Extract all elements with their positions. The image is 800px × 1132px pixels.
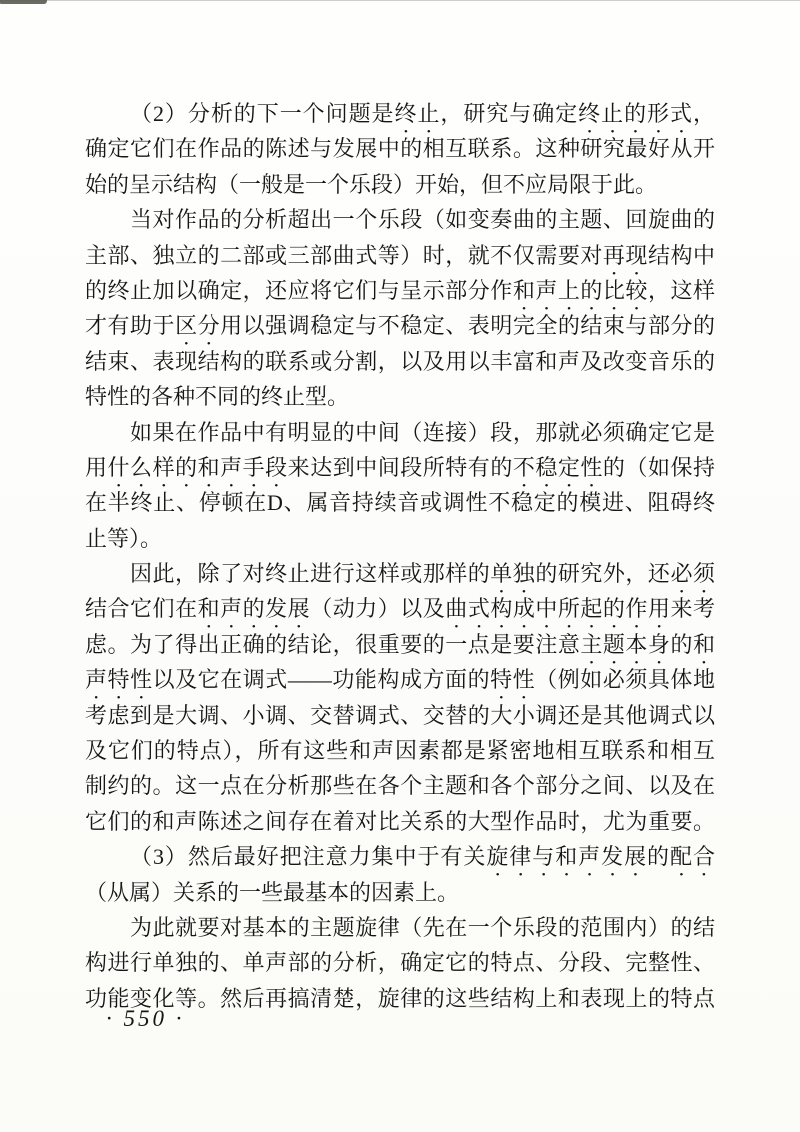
text-line bbox=[85, 839, 715, 874]
text-segment: 虑。为了得出正确的结论，很重要的一点是要注意 bbox=[85, 631, 581, 657]
text-line bbox=[85, 273, 715, 308]
text-segment: 才有助于 bbox=[85, 313, 176, 339]
emphasized-text: 必须 bbox=[670, 561, 715, 587]
text-line bbox=[85, 556, 715, 591]
text-line bbox=[85, 415, 715, 450]
paragraph bbox=[85, 96, 715, 202]
text-segment: 制约的。这一点在分析那些在各个主题和各个部分之间、以及在 bbox=[85, 773, 715, 799]
text-segment: 因此，除了对终止进行这样或那样的 bbox=[130, 561, 491, 587]
text-line bbox=[85, 238, 715, 273]
text-segment: 的研究外，还 bbox=[535, 561, 671, 587]
emphasized-text: 和声的发展 bbox=[197, 596, 311, 622]
text-segment: 它们的和声陈述之间存在着对比关系的大型作品时，尤为重要。 bbox=[85, 808, 715, 834]
paragraph bbox=[85, 415, 715, 557]
paragraph bbox=[85, 202, 715, 414]
text-segment: 用 bbox=[85, 454, 108, 480]
emphasized-text: 配合 bbox=[670, 844, 715, 870]
text-line bbox=[85, 379, 715, 414]
emphasized-text: 区分 bbox=[175, 313, 221, 339]
emphasized-text: 曲式构成中所起的作用 bbox=[445, 596, 671, 622]
text-segment: 的终止加以确定，还应将它们与呈示部分作 bbox=[85, 277, 513, 303]
text-segment: 止等）。 bbox=[85, 525, 163, 551]
text-segment: （3）然后最好把注意力集中于有关 bbox=[130, 844, 487, 870]
text-line bbox=[85, 485, 715, 520]
paragraph bbox=[85, 839, 715, 910]
text-segment: （动力）以及 bbox=[310, 596, 446, 622]
text-segment: 及它们的特点），所有这些和声因素都是紧密地相互联系和相互 bbox=[85, 738, 715, 764]
text-segment: 始的呈示结构（一般是一个乐段）开始，但不应局限于此。 bbox=[85, 171, 658, 197]
text-segment: ，研究与确定 bbox=[440, 101, 579, 126]
text-line bbox=[85, 167, 715, 202]
emphasized-text: 和声上的比较 bbox=[512, 277, 648, 303]
text-line bbox=[85, 875, 715, 910]
text-line bbox=[85, 591, 715, 626]
text-segment: 为此就要对基本的主题旋律（先在一个乐段的范围内）的结 bbox=[130, 914, 715, 940]
paragraph bbox=[85, 910, 715, 1016]
text-block bbox=[85, 96, 715, 1016]
text-segment: 的 bbox=[670, 631, 693, 657]
text-segment: 主部、独立的二部或三部曲式等）时，就不仅需要对 bbox=[85, 242, 603, 268]
text-segment: 结合它们在 bbox=[85, 596, 198, 622]
text-segment: 功能变化等。然后再搞清楚，旋律的这些结构上和表现上的特点 bbox=[85, 985, 715, 1011]
text-segment: 来考 bbox=[670, 596, 715, 622]
scan-edge-line bbox=[0, 0, 800, 1]
text-segment: 结构中 bbox=[647, 242, 715, 268]
text-line bbox=[85, 450, 715, 485]
text-line bbox=[85, 131, 715, 166]
paragraph bbox=[85, 556, 715, 839]
text-line bbox=[85, 202, 715, 237]
text-line bbox=[85, 698, 715, 733]
text-line bbox=[85, 308, 715, 343]
text-segment: 用以强调稳定与不稳定、表明完全的结束与部分的 bbox=[220, 313, 715, 339]
text-segment: 来达到中间段所特有的 bbox=[287, 454, 513, 480]
emphasized-text: 旋律与和声发展 bbox=[486, 844, 648, 870]
emphasized-text: 和 bbox=[692, 631, 715, 657]
emphasized-text: 终止 bbox=[394, 101, 441, 126]
emphasized-text: 不稳定性 bbox=[512, 454, 603, 480]
emphasized-text: 单独 bbox=[490, 561, 536, 587]
text-segment: 特性的各种不同的终止型。 bbox=[85, 384, 350, 410]
text-segment: 考虑到是大调、小调、交替调式、交替的大小调还是其他调式以 bbox=[85, 702, 715, 728]
emphasized-text: 什么样的和声手段 bbox=[107, 454, 288, 480]
scan-smudge bbox=[0, 0, 47, 4]
text-segment: （2）分析的下一个问题是 bbox=[130, 101, 395, 126]
text-segment: 以及它在调式——功能构成方面的 bbox=[152, 667, 491, 693]
text-line bbox=[85, 910, 715, 945]
text-segment: 结束、表现结构的联系或分割，以及用以丰富和声及改变音乐的 bbox=[85, 348, 715, 374]
text-line bbox=[85, 344, 715, 379]
emphasized-text: 主题本身 bbox=[580, 631, 671, 657]
text-segment: 当对作品的分析超出一个乐段（如变奏曲的主题、回旋曲的 bbox=[130, 207, 715, 233]
text-line bbox=[85, 521, 715, 556]
text-segment: 如果在作品中有明显的中间（连接）段，那就必须确定它是 bbox=[130, 419, 715, 445]
emphasized-text: 终止的形式 bbox=[578, 101, 693, 126]
text-line bbox=[85, 804, 715, 839]
text-segment: （例如必须具体地 bbox=[535, 667, 715, 693]
text-line bbox=[85, 768, 715, 803]
text-segment: 在半终止、停顿在D、属音持续音或调性不稳定的模进、阻碍终 bbox=[85, 490, 715, 516]
text-line bbox=[85, 733, 715, 768]
text-segment: 构进行单独的、单声部的分析，确定它的特点、分段、完整性、 bbox=[85, 950, 715, 976]
text-line bbox=[85, 627, 715, 662]
emphasized-text: 再现 bbox=[602, 242, 648, 268]
text-line bbox=[85, 96, 715, 131]
page-number: · 550 · bbox=[106, 1006, 185, 1031]
text-line bbox=[85, 662, 715, 697]
text-segment: 的（如保持 bbox=[602, 454, 715, 480]
text-segment: （从属）关系的一些最基本的因素上。 bbox=[85, 879, 460, 905]
text-segment: ， bbox=[692, 101, 715, 126]
text-segment: 的 bbox=[647, 844, 670, 870]
text-segment: ，这样 bbox=[647, 277, 715, 303]
emphasized-text: 声特性 bbox=[85, 667, 153, 693]
text-line bbox=[85, 945, 715, 980]
emphasized-text: 特性 bbox=[490, 667, 536, 693]
text-segment: 确定它们在作品的陈述与发展中的相互联系。这种研究最好从开 bbox=[85, 136, 715, 162]
